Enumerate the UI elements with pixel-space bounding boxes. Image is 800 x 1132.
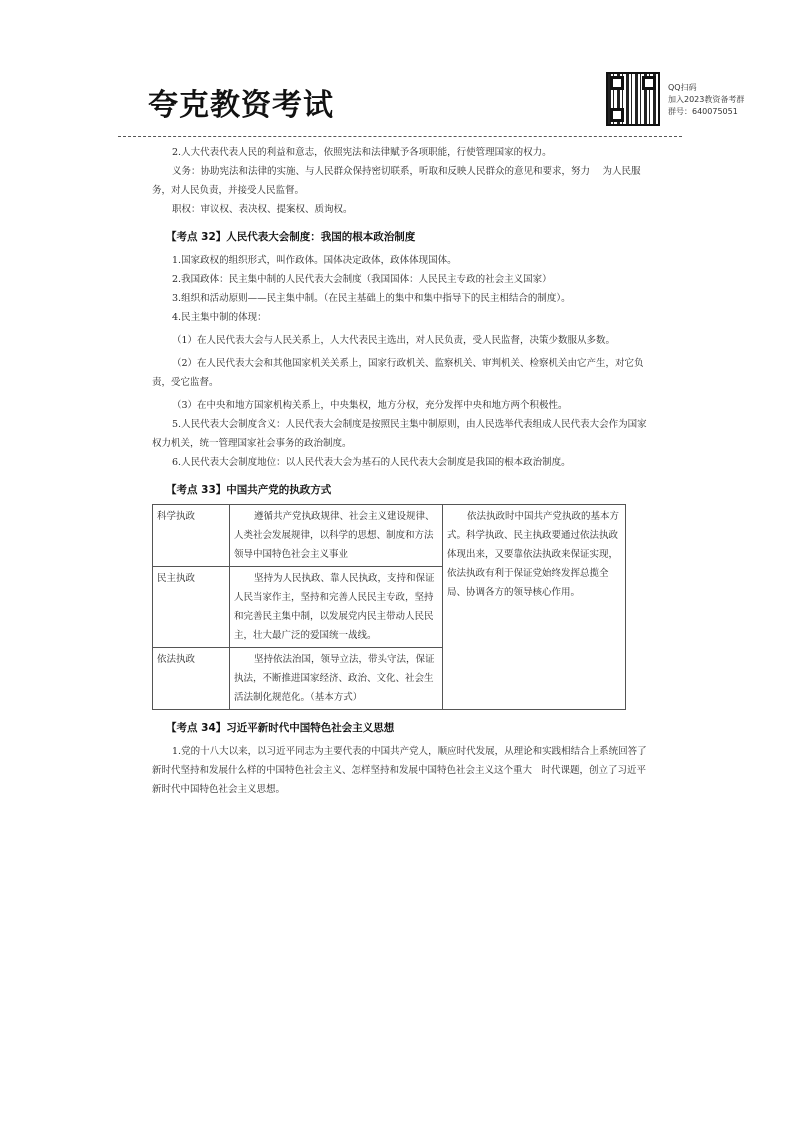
table-cell-label: 依法执政 [153,648,230,710]
table-cell-label: 民主执政 [153,567,230,648]
paragraph: 6.人民代表大会制度地位：以人民代表大会为基石的人民代表大会制度是我国的根本政治制度。 [172,457,571,468]
paragraph: 3.组织和活动原则——民主集中制。（在民主基础上的集中和集中指导下的民主相结合的制度）。 [172,293,571,304]
paragraph: 1.党的十八大以来，以习近平同志为主要代表的中国共产党人，顺应时代发展，从理论和实践相结合上系统回答了新时代坚持和发展什么样的中国特色社会主义、怎样坚持和发展中国特色社会主义这个重大 时代课题，创立了习近平新时代中国特色社会主义思想。 [152,746,647,795]
cell-text: 遵循共产党执政规律、社会主义建设规律、人类社会发展规律，以科学的思想、制度和方法领导中国特色社会主义事业 [234,511,435,560]
cell-text: 依法执政时中国共产党执政的基本方式。科学执政、民主执政要通过依法执政体现出来，又要靠依法执政来保证实现，依法执政有利于保证党始终发挥总揽全局、协调各方的领导核心作用。 [447,511,620,598]
paragraph: 义务：协助宪法和法律的实施、与人民群众保持密切联系，听取和反映人民群众的意见和要求，努力 为人民服务，对人民负责，并接受人民监督。 [152,166,641,196]
paragraph: （3）在中央和地方国家机构关系上，中央集权，地方分权，充分发挥中央和地方两个积极性。 [172,400,568,411]
paragraph: （2）在人民代表大会和其他国家机关关系上，国家行政机关、监察机关、审判机关、检察机关由它产生，对它负责，受它监督。 [152,358,644,388]
table-cell-text [230,648,443,710]
cell-text: 坚持为人民执政、靠人民执政，支持和保证人民当家作主，坚持和完善人民民主专政，坚持和完善民主集中制，以发展党内民主带动人民民主，壮大最广泛的爱国统一战线。 [234,573,435,641]
qr-caption-line: QQ扫码 [668,83,697,92]
table-row [153,505,626,567]
qr-code-icon[interactable] [606,72,660,126]
cell-text: 坚持依法治国，领导立法，带头守法，保证执法，不断推进国家经济、政治、文化、社会生活法制化规范化。（基本方式） [234,654,435,703]
table-cell-text [230,567,443,648]
section-heading: 【考点 33】中国共产党的执政方式 [166,484,332,496]
qr-caption-line: 群号：640075051 [668,107,738,116]
paragraph: 4.民主集中制的体现： [172,312,267,323]
document-body [152,140,652,799]
paragraph: 2.人大代表代表人民的利益和意志，依照宪法和法律赋予各项职能，行使管理国家的权力。 [172,147,552,158]
section-heading: 【考点 32】人民代表大会制度：我国的根本政治制度 [166,231,416,243]
qr-caption [668,82,744,118]
governance-table [152,504,626,710]
table-cell-text [230,505,443,567]
brand-logo: 夸克教资考试 [148,88,334,123]
section-heading: 【考点 34】习近平新时代中国特色社会主义思想 [166,722,395,734]
table-cell-label: 科学执政 [153,505,230,567]
qr-caption-line: 加入2023教资备考群 [668,95,745,104]
paragraph: 职权：审议权、表决权、提案权、质询权。 [172,204,353,215]
table-cell-summary [443,505,626,710]
header-divider [118,136,682,137]
paragraph: 2.我国政体：民主集中制的人民代表大会制度（我国国体：人民民主专政的社会主义国家） [172,274,552,285]
paragraph: （1）在人民代表大会与人民关系上，人大代表民主选出，对人民负责，受人民监督，决策少数服从多数。 [172,335,616,346]
qr-finder-icon [610,108,624,122]
paragraph: 5.人民代表大会制度含义：人民代表大会制度是按照民主集中制原则，由人民选举代表组成人民代表大会作为国家权力机关，统一管理国家社会事务的政治制度。 [152,419,647,449]
paragraph: 1.国家政权的组织形式，叫作政体。国体决定政体，政体体现国体。 [172,255,457,266]
